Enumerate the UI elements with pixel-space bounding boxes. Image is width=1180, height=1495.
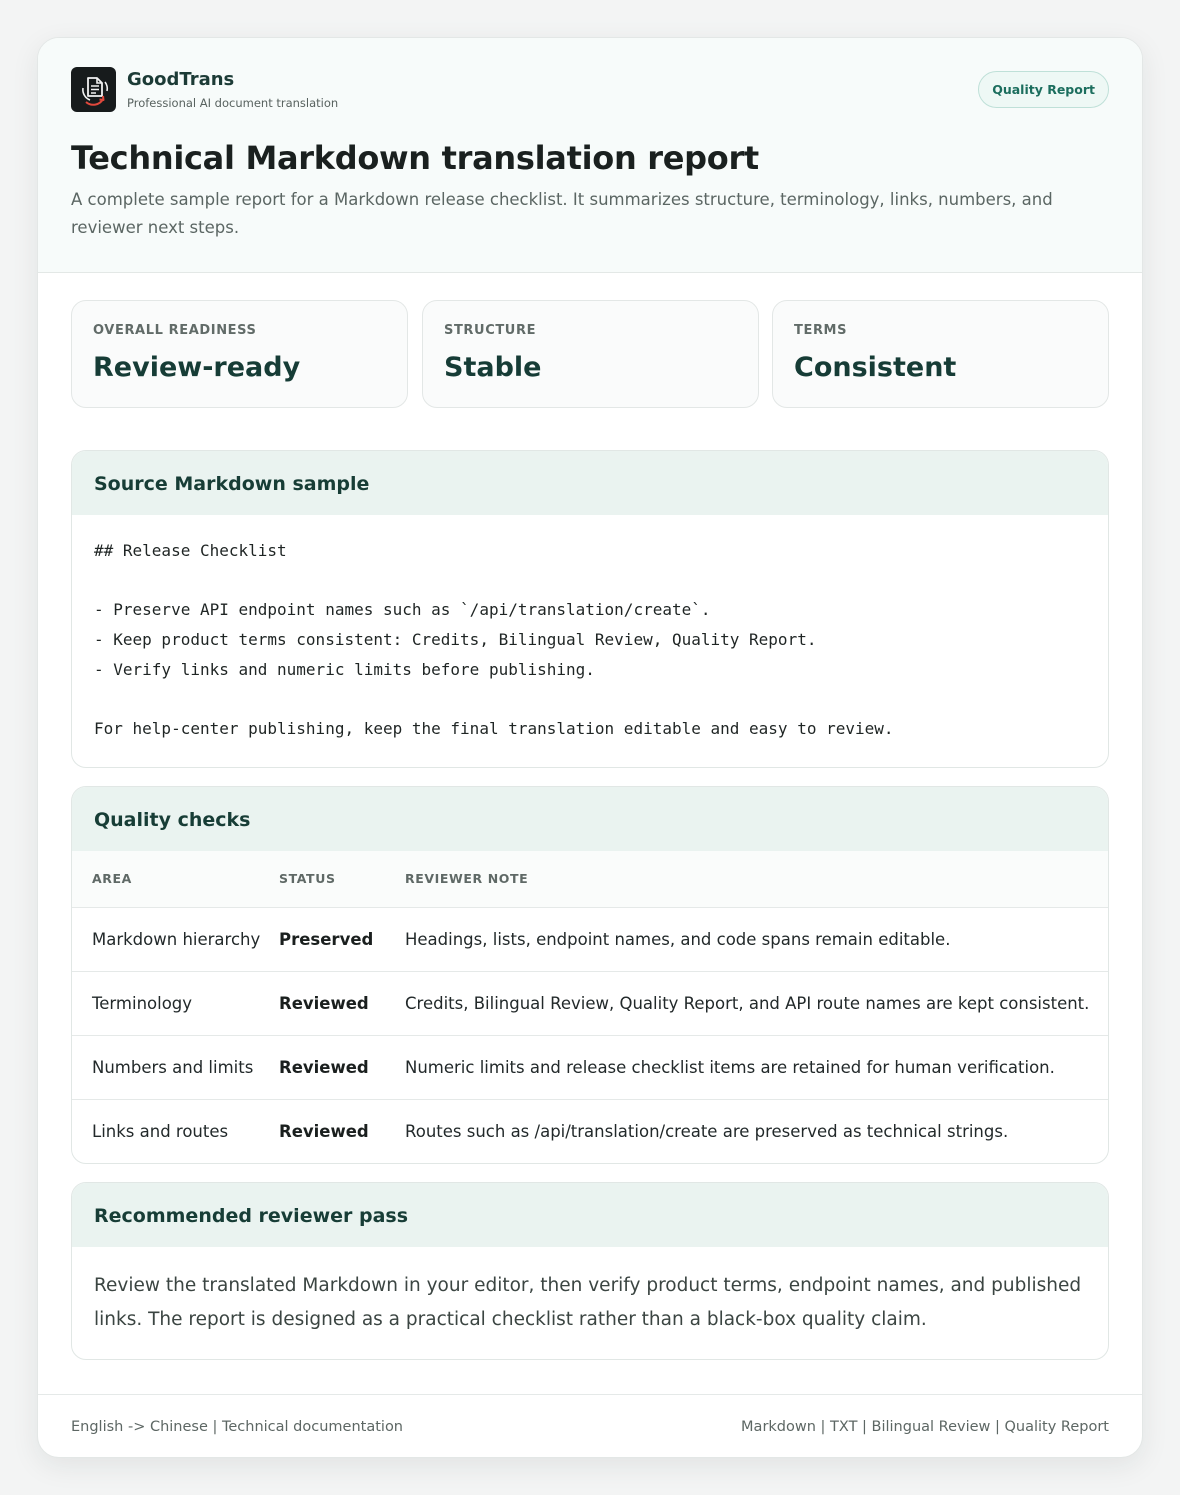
recommended-reviewer-panel	[71, 1182, 1109, 1360]
panel-title: Quality checks	[72, 787, 1108, 851]
column-header-note: REVIEWER NOTE	[405, 851, 1108, 907]
page-subtitle: A complete sample report for a Markdown release checklist. It summarizes structure, terminology, links, numbers, and reviewer next steps.	[71, 190, 1053, 237]
stat-overall-readiness	[71, 300, 408, 408]
recommendation-text: Review the translated Markdown in your editor, then verify product terms, endpoint names, and published links. The report is designed as a practical checklist rather than a black-box quality claim.	[94, 1275, 1082, 1330]
stat-value: Consistent	[794, 352, 957, 383]
stat-label: OVERALL READINESS	[93, 323, 257, 338]
quality-checks-panel	[71, 786, 1109, 1164]
footer-formats: Markdown | TXT | Bilingual Review | Quality Report	[741, 1419, 1109, 1435]
report-card	[37, 37, 1143, 1458]
stat-label: STRUCTURE	[444, 323, 537, 338]
code-line: For help-center publishing, keep the final translation editable and easy to review.	[94, 719, 894, 738]
stat-value: Stable	[444, 352, 542, 383]
column-header-area: AREA	[72, 851, 279, 907]
code-block	[72, 515, 1108, 746]
area-cell: Numbers and limits	[72, 1035, 279, 1099]
report-header	[38, 38, 1142, 273]
note-cell: Headings, lists, endpoint names, and code spans remain editable.	[405, 929, 951, 949]
note-cell: Numeric limits and release checklist items are retained for human verification.	[405, 1035, 1108, 1099]
status-cell: Reviewed	[279, 1099, 405, 1163]
table-header-row	[72, 851, 1108, 907]
status-cell: Reviewed	[279, 971, 405, 1035]
goodtrans-logo-icon	[71, 67, 116, 112]
footer-language-pair: English -> Chinese | Technical documentation	[71, 1419, 403, 1435]
panel-title: Recommended reviewer pass	[72, 1183, 1108, 1247]
stat-label: TERMS	[794, 323, 848, 338]
source-markdown-panel	[71, 450, 1109, 768]
column-header-status: STATUS	[279, 851, 405, 907]
area-cell: Markdown hierarchy	[92, 929, 261, 949]
area-cell: Terminology	[72, 971, 279, 1035]
stat-value: Review-ready	[93, 352, 301, 383]
quality-table	[72, 851, 1108, 1163]
quality-report-badge: Quality Report	[978, 71, 1109, 108]
code-line: - Verify links and numeric limits before publishing.	[94, 660, 595, 679]
code-line: ## Release Checklist	[94, 541, 287, 560]
status-cell: Reviewed	[279, 1035, 405, 1099]
summary-stats	[71, 300, 1109, 408]
table-row	[72, 907, 1108, 971]
table-row	[72, 971, 1108, 1035]
area-cell: Links and routes	[72, 1099, 279, 1163]
table-row	[72, 1035, 1108, 1099]
panel-title: Source Markdown sample	[72, 451, 1108, 515]
report-footer	[38, 1394, 1142, 1458]
note-cell: Routes such as /api/translation/create are preserved as technical strings.	[405, 1099, 1108, 1163]
brand-name: GoodTrans	[127, 69, 235, 90]
stat-structure	[422, 300, 759, 408]
page-title: Technical Markdown translation report	[71, 139, 759, 177]
note-cell: Credits, Bilingual Review, Quality Report, and API route names are kept consistent.	[405, 971, 1108, 1035]
status-cell: Preserved	[279, 929, 374, 949]
brand-tagline: Professional AI document translation	[127, 96, 339, 110]
table-row	[72, 1099, 1108, 1163]
code-line: - Keep product terms consistent: Credits, Bilingual Review, Quality Report.	[94, 630, 817, 649]
code-line: - Preserve API endpoint names such as `/api/translation/create`.	[94, 600, 711, 619]
stat-terms	[772, 300, 1109, 408]
